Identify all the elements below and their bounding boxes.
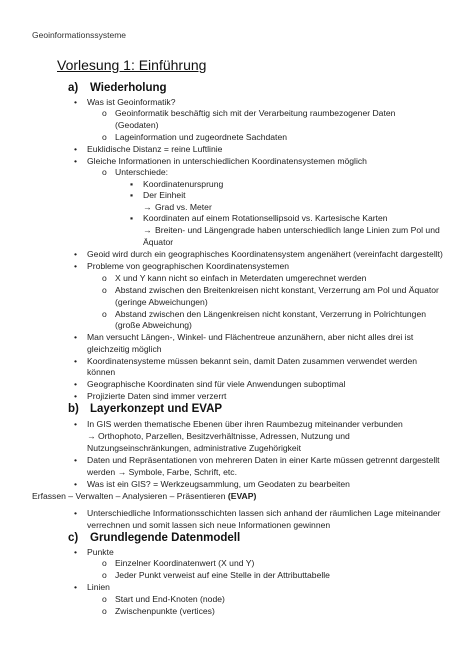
bullet-disc: • (74, 547, 78, 557)
bullet-disc: • (74, 156, 78, 166)
list-item: Unterschiedliche Informationsschichten lassen sich anhand der räumlichen Lage miteinander (87, 508, 441, 518)
list-item-text: Symbole, Farbe, Schrift, etc. (128, 467, 237, 477)
list-item: Der Einheit (143, 190, 186, 200)
list-item: In GIS werden thematische Ebenen über ihren Raumbezug miteinander verbunden (87, 419, 403, 429)
bullet-disc: • (74, 249, 78, 259)
bullet-disc: • (74, 391, 78, 401)
list-item: verrechnen und somit lassen sich neue Informationen gewinnen (87, 520, 331, 530)
list-item: Geoinformatik beschäftig sich mit der Verarbeitung raumbezogener Daten (115, 108, 396, 118)
list-item: Gleiche Informationen in unterschiedlichen Koordinatensystemen möglich (87, 156, 367, 166)
bullet-disc: • (74, 508, 78, 518)
bullet-square: ▪ (130, 213, 134, 223)
list-item: Start und End-Knoten (node) (115, 594, 225, 604)
bullet-circle: o (102, 309, 107, 319)
list-item: Orthophoto, Parzellen, Besitzverhältnisse, Adressen, Nutzung und (98, 431, 350, 441)
list-item: Probleme von geographischen Koordinatensystemen (87, 261, 290, 271)
section-heading-c (68, 532, 240, 544)
list-item: Koordinatenursprung (143, 179, 224, 189)
section-heading-b (68, 403, 222, 415)
list-item: Man versucht Längen-, Winkel- und Flächentreue anzunähern, aber nicht alles drei ist (87, 332, 414, 342)
section-label: c) (68, 532, 79, 544)
list-item: gleichzeitig möglich (87, 344, 162, 354)
bullet-circle: o (102, 606, 107, 616)
evap-text: Erfassen – Verwalten – Analysieren – Präsentieren (32, 491, 226, 501)
section-label: a) (68, 82, 79, 94)
list-item: Geoid wird durch ein geographisches Koordinatensystem angenähert (vereinfacht dargestellt) (87, 249, 443, 259)
section-heading-a (68, 82, 167, 94)
list-item: Lageinformation und zugeordnete Sachdaten (115, 132, 288, 142)
bullet-disc: • (74, 479, 78, 489)
bullet-circle: o (102, 594, 107, 604)
bullet-square: ▪ (130, 179, 134, 189)
list-item: Was ist Geoinformatik? (87, 97, 176, 107)
bullet-disc: • (74, 97, 78, 107)
arrow-icon: → (143, 225, 152, 235)
list-item: Geographische Koordinaten sind für viele Anwendungen suboptimal (87, 379, 346, 389)
list-item: Projizierte Daten sind immer verzerrt (87, 391, 227, 401)
list-item: Was ist ein GIS? = Werkzeugsammlung, um Geodaten zu bearbeiten (87, 479, 350, 489)
list-item: Abstand zwischen den Breitenkreisen nicht konstant, Verzerrung am Pol und Äquator (115, 285, 439, 295)
list-item-text: werden (87, 467, 116, 477)
list-item: (große Abweichung) (115, 320, 192, 330)
list-item: Grad vs. Meter (155, 202, 212, 212)
list-item: Punkte (87, 547, 114, 557)
bullet-circle: o (102, 108, 107, 118)
list-item: Abstand zwischen den Längenkreisen nicht konstant, Verzerrung in Polrichtungen (115, 309, 427, 319)
bullet-disc: • (74, 419, 78, 429)
bullet-circle: o (102, 570, 107, 580)
list-item: Breiten- und Längengrade haben unterschiedlich lange Linien zum Pol und (155, 225, 440, 235)
bullet-disc: • (74, 379, 78, 389)
arrow-icon: → (87, 431, 96, 441)
bullet-square: ▪ (130, 190, 134, 200)
bullet-disc: • (74, 356, 78, 366)
arrow-icon: → (143, 202, 152, 212)
section-label: b) (68, 403, 79, 415)
list-item: Koordinatensysteme müssen bekannt sein, damit Daten zusammen verwendet werden (87, 356, 418, 366)
list-item: Nutzungseinschränkungen, administrative Zugehörigkeit (87, 443, 302, 453)
list-item: Einzelner Koordinatenwert (X und Y) (115, 558, 255, 568)
list-item: (geringe Abweichungen) (115, 297, 208, 307)
evap-abbreviation: (EVAP) (227, 491, 257, 501)
list-item: Zwischenpunkte (vertices) (115, 606, 215, 616)
list-item: X und Y kann nicht so einfach in Meterdaten umgerechnet werden (115, 273, 367, 283)
arrow-icon: → (117, 467, 127, 477)
bullet-disc: • (74, 332, 78, 342)
list-item: (Geodaten) (115, 120, 159, 130)
bullet-circle: o (102, 273, 107, 283)
list-item: Daten und Repräsentationen von mehreren Daten in einer Karte müssen getrennt dargestellt (87, 455, 440, 465)
bullet-disc: • (74, 582, 78, 592)
bullet-circle: o (102, 285, 107, 295)
page-header: Geoinformationssysteme (32, 30, 127, 40)
list-item: Jeder Punkt verweist auf eine Stelle in der Attributtabelle (115, 570, 330, 580)
list-item: können (87, 367, 116, 377)
bullet-circle: o (102, 132, 107, 142)
list-item: Unterschiede: (115, 167, 169, 177)
list-item: Koordinaten auf einem Rotationsellipsoid vs. Kartesische Karten (143, 213, 388, 223)
bullet-disc: • (74, 144, 78, 154)
section-title: Grundlegende Datenmodell (90, 532, 241, 544)
list-item (87, 467, 237, 477)
evap-line (32, 491, 256, 501)
page-title: Vorlesung 1: Einführung (57, 57, 207, 73)
section-title: Layerkonzept und EVAP (90, 403, 223, 415)
list-item: Äquator (143, 237, 174, 247)
bullet-disc: • (74, 455, 78, 465)
bullet-circle: o (102, 167, 107, 177)
list-item: Euklidische Distanz = reine Luftlinie (87, 144, 223, 154)
bullet-disc: • (74, 261, 78, 271)
list-item: Linien (87, 582, 110, 592)
bullet-circle: o (102, 558, 107, 568)
section-title: Wiederholung (90, 82, 167, 94)
